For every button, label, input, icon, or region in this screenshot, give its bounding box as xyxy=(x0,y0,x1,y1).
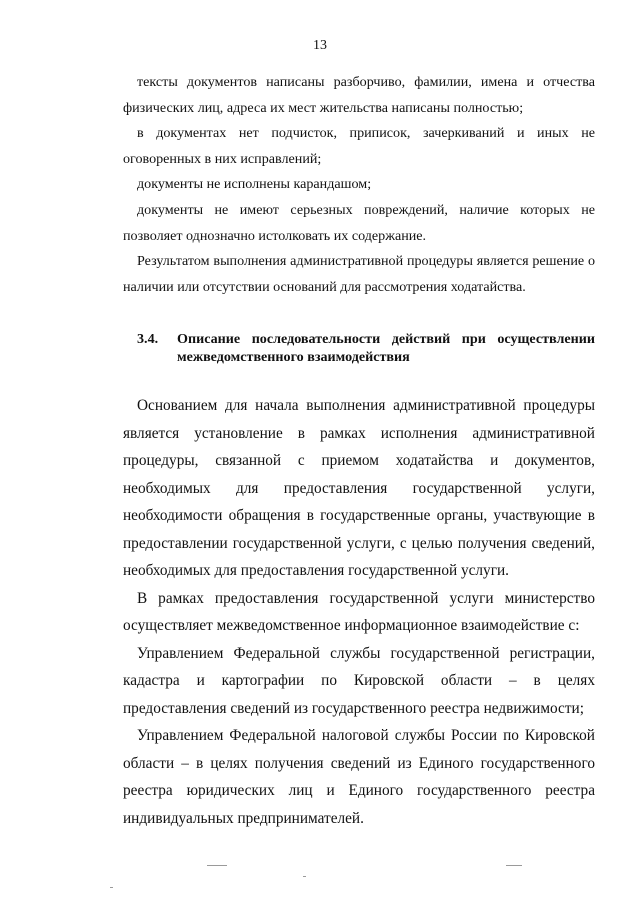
paragraph-no-damage: документы не имеют серьезных повреждений, наличие которых не позволяет однозначно истолковать их содержание. xyxy=(123,201,595,244)
paragraph-legible-documents: тексты документов написаны разборчиво, фамилии, имена и отчества физических лиц, адреса их мест жительства написаны полностью; xyxy=(123,74,595,116)
section-number: 3.4. xyxy=(137,331,159,348)
paragraph-interaction-intro: В рамках предоставления государственной услуги министерство осуществляет межведомственное информационное взаимодействие с: xyxy=(123,589,595,635)
section-heading xyxy=(137,330,595,366)
page-number: 13 xyxy=(313,38,327,53)
paragraph-no-erasures: в документах нет подчисток, приписок, зачеркиваний и иных не оговоренных в них исправлений; xyxy=(123,125,595,167)
paragraph-tax-service: Управлением Федеральной налоговой службы России по Кировской области – в целях получения сведений из Единого государственного реестра юридических лиц и Единого государственного реестра индивидуальных предпринимателей. xyxy=(123,727,595,827)
section-title: Описание последовательности действий при осуществлении межведомственного взаимодействия xyxy=(177,331,595,366)
scan-artifact xyxy=(207,865,227,866)
scan-artifact xyxy=(303,876,306,877)
scan-artifact xyxy=(506,865,522,866)
document-body xyxy=(123,70,595,832)
paragraph-no-pencil: документы не исполнены карандашом; xyxy=(137,176,372,193)
paragraph-rosreestr: Управлением Федеральной службы государственной регистрации, кадастра и картографии по Кировской области – в целях предоставления сведений из государственного реестра недвижимости; xyxy=(123,644,595,717)
paragraph-procedure-result: Результатом выполнения административной процедуры является решение о наличии или отсутствии оснований для рассмотрения ходатайства. xyxy=(123,253,595,295)
scan-artifact xyxy=(110,887,113,888)
paragraph-procedure-basis: Основанием для начала выполнения административной процедуры является установление в рамках исполнения административной процедуры, связанной с приемом ходатайства и документов, необходимых для предоставления государственной услуги, необходимости обращения в государственные органы, участвующие в предоставлении государственной услуги, с целью получения сведений, необходимых для предоставления государственной услуги. xyxy=(123,397,595,580)
